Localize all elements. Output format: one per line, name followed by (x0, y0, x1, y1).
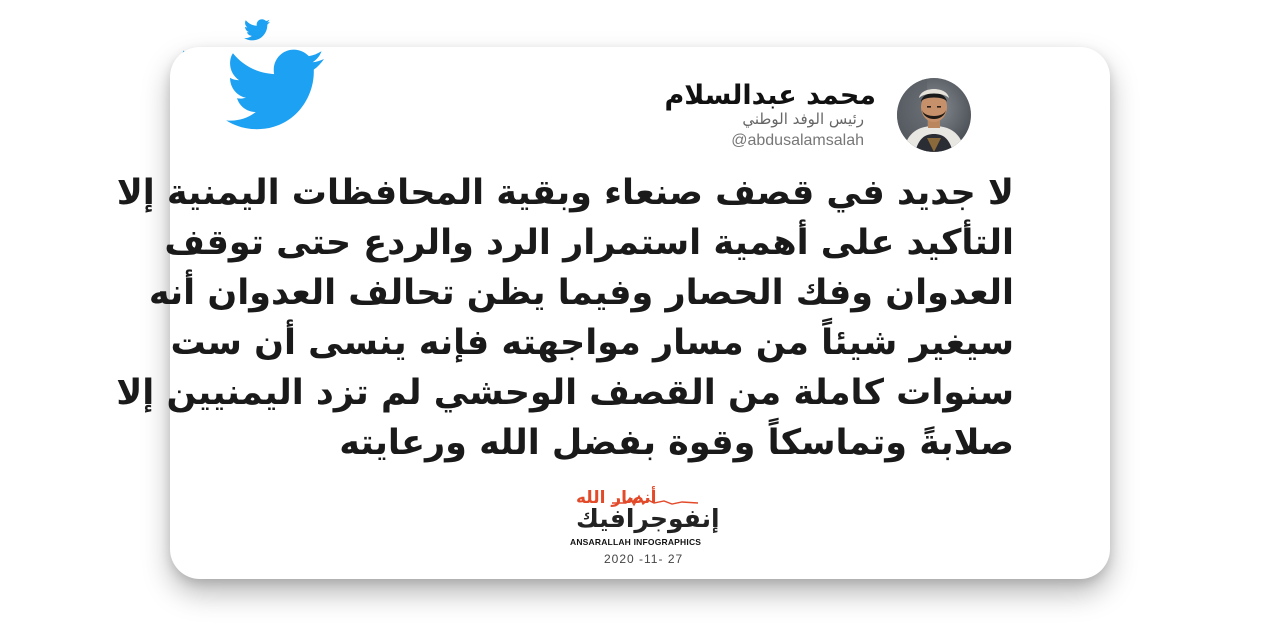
twitter-bird-icon (244, 19, 270, 41)
author-name[interactable]: محمد عبدالسلام (664, 80, 876, 111)
author-title: رئيس الوفد الوطني (742, 110, 864, 128)
tweet-line: صلابةً وتماسكاً وقوة بفضل الله ورعايته (339, 423, 1014, 463)
profile-photo-avatar[interactable] (897, 78, 971, 152)
tweet-line: سيغير شيئاً من مسار مواجهته فإنه ينسى أن ست (170, 323, 1014, 363)
tweet-date: 2020 -11- 27 (604, 552, 684, 566)
logo-top-text: أنصار الله (576, 488, 657, 508)
author-handle[interactable]: @abdusalamsalah (731, 132, 864, 149)
tweet-text (116, 170, 1014, 470)
ansarallah-infographics-logo (566, 486, 720, 548)
tweet-line: العدوان وفك الحصار وفيما يظن تحالف العدوان أنه (148, 273, 1014, 313)
twitter-bird-icon (226, 48, 324, 132)
tweet-line: لا جديد في قصف صنعاء وبقية المحافظات اليمنية إلا (116, 173, 1014, 213)
profile-photo-icon (897, 78, 971, 152)
tweet-line: التأكيد على أهمية استمرار الرد والردع حتى توقف (164, 223, 1014, 263)
logo-caption: ANSARALLAH INFOGRAPHICS (570, 537, 702, 547)
logo-main-text: إنفوجرافيك (576, 504, 720, 533)
tweet-line: سنوات كاملة من القصف الوحشي لم تزد اليمنيين إلا (116, 373, 1014, 413)
